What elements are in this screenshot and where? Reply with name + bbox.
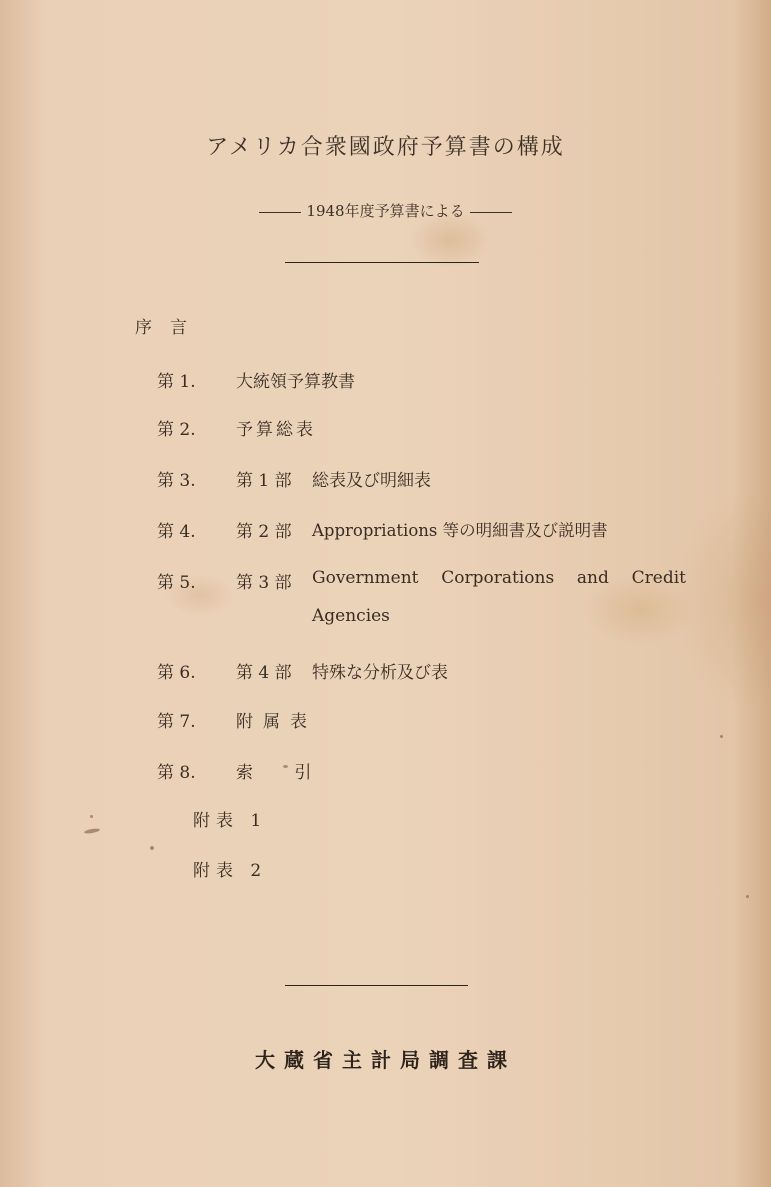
- paper-stain: [720, 735, 723, 738]
- toc-title: 特殊な分析及び表: [312, 663, 448, 683]
- toc-number: 第 7.: [157, 712, 196, 732]
- toc-part: 第 3 部: [236, 573, 292, 593]
- subtitle-dash-left: [259, 212, 301, 213]
- document-title: アメリカ合衆國政府予算書の構成: [206, 135, 565, 160]
- toc-title-word: Credit: [631, 568, 686, 588]
- toc-number: 第 2.: [157, 420, 196, 440]
- document-subtitle: [0, 200, 771, 221]
- toc-title: 総表及び明細表: [312, 471, 431, 491]
- subtitle-dash-right: [470, 212, 512, 213]
- paper-stain: [150, 846, 154, 850]
- toc-title: 予算総表: [236, 420, 316, 440]
- preface-heading: 序言: [135, 318, 205, 338]
- issuer: 大蔵省主計局調査課: [255, 1048, 516, 1072]
- toc-title: 附属表: [236, 712, 317, 732]
- subtitle-text: 1948年度予算書による: [306, 202, 465, 220]
- toc-number: 第 8.: [157, 763, 196, 783]
- toc-title: Appropriations 等の明細書及び説明書: [312, 521, 608, 540]
- toc-title: [312, 568, 686, 588]
- title-divider: [285, 262, 479, 263]
- paper-stain: [84, 828, 100, 835]
- toc-part: 第 2 部: [236, 522, 292, 542]
- toc-title: 大統領予算教書: [236, 372, 355, 392]
- toc-part: 第 1 部: [236, 471, 292, 491]
- annex-item: 附表 2: [193, 861, 268, 881]
- toc-title-word: Corporations: [441, 568, 555, 588]
- toc-title: 索 引: [236, 763, 330, 783]
- annex-item: 附表 1: [193, 811, 268, 831]
- toc-part: 第 4 部: [236, 663, 292, 683]
- toc-number: 第 3.: [157, 471, 196, 491]
- toc-number: 第 4.: [157, 522, 196, 542]
- toc-title-continuation: Agencies: [312, 606, 390, 626]
- toc-title-word: Government: [312, 568, 419, 588]
- toc-number: 第 5.: [157, 573, 196, 593]
- footer-divider: [285, 985, 468, 986]
- paper-stain: [746, 895, 749, 898]
- toc-number: 第 1.: [157, 372, 196, 392]
- paper-stain: [90, 815, 93, 818]
- toc-title-word: and: [576, 568, 609, 588]
- toc-number: 第 6.: [157, 663, 196, 683]
